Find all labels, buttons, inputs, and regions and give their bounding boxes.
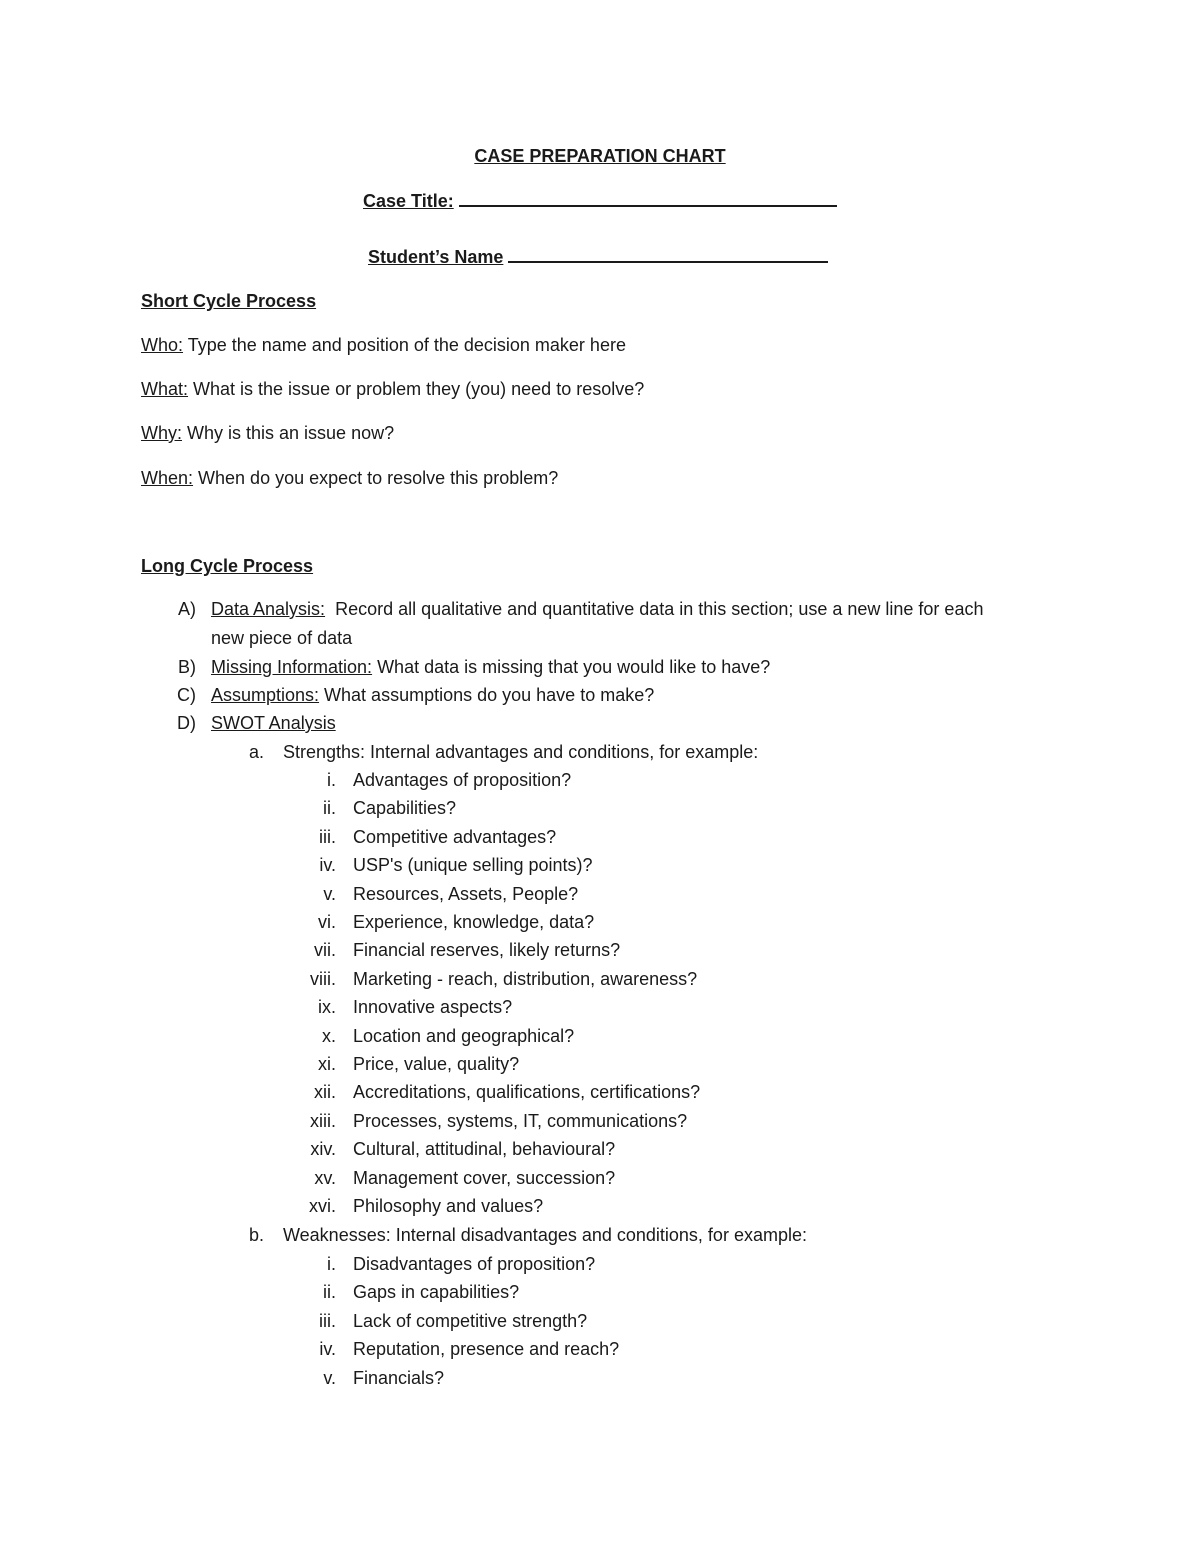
strength-item: USP's (unique selling points)? — [353, 855, 593, 875]
section-data-analysis — [211, 598, 983, 620]
strength-item: Accreditations, qualifications, certifications? — [353, 1082, 701, 1102]
case-title-label: Case Title: — [363, 191, 454, 211]
section-marker-b: B) — [178, 657, 196, 677]
missing-information-text: What data is missing that you would like to have? — [372, 657, 771, 677]
missing-information-label: Missing Information: — [211, 657, 373, 677]
weakness-item: Lack of competitive strength? — [353, 1311, 588, 1331]
swot-analysis-label: SWOT Analysis — [211, 713, 336, 733]
strength-marker: v. — [323, 884, 336, 904]
short-cycle-why — [141, 422, 394, 444]
weakness-marker: v. — [323, 1368, 336, 1388]
weakness-marker: ii. — [323, 1282, 336, 1302]
strength-item: Philosophy and values? — [353, 1196, 544, 1216]
strength-item: Experience, knowledge, data? — [353, 912, 595, 932]
strength-marker: xi. — [318, 1054, 336, 1074]
student-name-blank[interactable] — [508, 245, 828, 263]
strength-marker: xv. — [314, 1168, 336, 1188]
strength-marker: vi. — [318, 912, 336, 932]
section-swot-analysis — [211, 712, 336, 734]
who-text: Type the name and position of the decision maker here — [183, 335, 626, 355]
strengths-marker: a. — [248, 742, 264, 762]
strength-item: Location and geographical? — [353, 1026, 575, 1046]
strength-item: Processes, systems, IT, communications? — [353, 1111, 688, 1131]
short-cycle-who — [141, 334, 626, 356]
why-label: Why: — [141, 423, 183, 443]
data-analysis-text: Record all qualitative and quantitative data in this section; use a new line for each — [325, 599, 984, 619]
what-label: What: — [141, 379, 189, 399]
strength-marker: ix. — [318, 997, 336, 1017]
assumptions-text: What assumptions do you have to make? — [319, 685, 655, 705]
short-cycle-heading: Short Cycle Process — [141, 291, 317, 311]
strength-item: Advantages of proposition? — [353, 770, 572, 790]
what-text: What is the issue or problem they (you) need to resolve? — [188, 379, 645, 399]
case-title-field — [363, 189, 837, 212]
weakness-marker: i. — [327, 1254, 336, 1274]
data-analysis-continuation: new piece of data — [211, 628, 353, 648]
weakness-item: Disadvantages of proposition? — [353, 1254, 596, 1274]
section-marker-a: A) — [178, 599, 196, 619]
section-missing-information — [211, 656, 770, 678]
when-label: When: — [141, 468, 194, 488]
short-cycle-what — [141, 378, 644, 400]
strength-marker: x. — [321, 1026, 336, 1046]
weakness-item: Financials? — [353, 1368, 445, 1388]
weaknesses-heading: Weaknesses: Internal disadvantages and conditions, for example: — [283, 1225, 807, 1245]
strength-item: Price, value, quality? — [353, 1054, 520, 1074]
strength-marker: i. — [327, 770, 336, 790]
document-title: CASE PREPARATION CHART — [474, 146, 726, 166]
strength-item: Capabilities? — [353, 798, 457, 818]
strength-item: Financial reserves, likely returns? — [353, 940, 621, 960]
strength-marker: xvi. — [309, 1196, 336, 1216]
section-marker-d: D) — [177, 713, 196, 733]
strength-item: Cultural, attitudinal, behavioural? — [353, 1139, 616, 1159]
weakness-marker: iv. — [319, 1339, 336, 1359]
strength-item: Marketing - reach, distribution, awareness? — [353, 969, 698, 989]
long-cycle-heading: Long Cycle Process — [141, 556, 314, 576]
weakness-item: Reputation, presence and reach? — [353, 1339, 620, 1359]
weakness-item: Gaps in capabilities? — [353, 1282, 520, 1302]
case-title-blank[interactable] — [459, 189, 837, 207]
strengths-heading: Strengths: Internal advantages and conditions, for example: — [283, 742, 759, 762]
weakness-marker: iii. — [319, 1311, 336, 1331]
strength-marker: viii. — [310, 969, 336, 989]
data-analysis-label: Data Analysis: — [211, 599, 326, 619]
strength-marker: iv. — [319, 855, 336, 875]
section-assumptions — [211, 684, 654, 706]
weaknesses-marker: b. — [248, 1225, 264, 1245]
strength-marker: xii. — [314, 1082, 336, 1102]
strength-item: Management cover, succession? — [353, 1168, 616, 1188]
short-cycle-when — [141, 467, 558, 489]
strength-marker: vii. — [314, 940, 336, 960]
who-label: Who: — [141, 335, 184, 355]
assumptions-label: Assumptions: — [211, 685, 320, 705]
student-name-field — [368, 245, 828, 268]
strength-item: Resources, Assets, People? — [353, 884, 579, 904]
strength-marker: iii. — [319, 827, 336, 847]
section-marker-c: C) — [177, 685, 196, 705]
student-name-label: Student’s Name — [368, 247, 504, 267]
why-text: Why is this an issue now? — [182, 423, 395, 443]
strength-marker: ii. — [323, 798, 336, 818]
strength-marker: xiii. — [310, 1111, 336, 1131]
strength-item: Innovative aspects? — [353, 997, 513, 1017]
when-text: When do you expect to resolve this problem? — [193, 468, 559, 488]
strength-item: Competitive advantages? — [353, 827, 557, 847]
strength-marker: xiv. — [310, 1139, 336, 1159]
